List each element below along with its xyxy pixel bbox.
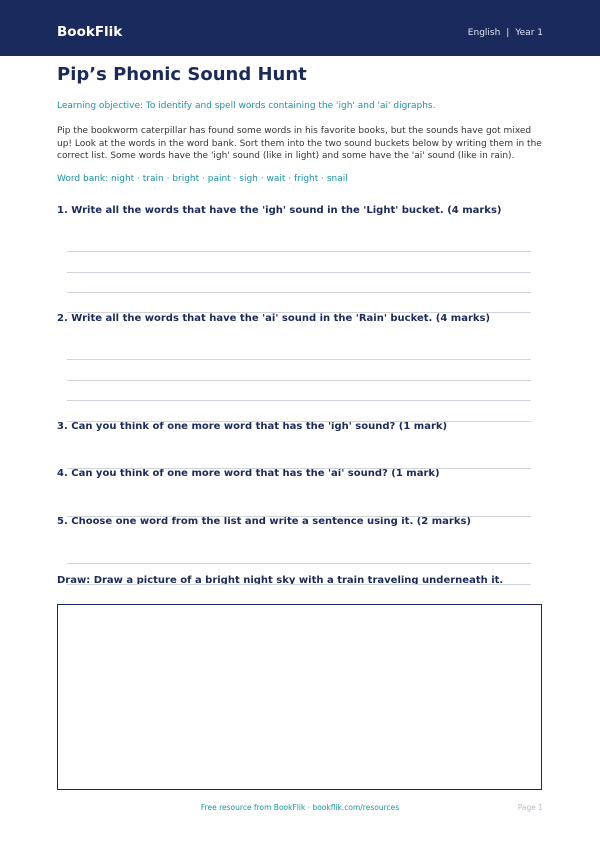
meta-separator: | [506,28,510,38]
page-number: Page 1 [517,803,543,812]
answer-line[interactable] [67,400,531,401]
drawing-box[interactable] [57,604,542,790]
answer-line[interactable] [67,251,531,252]
answer-line[interactable] [67,421,531,422]
answer-line[interactable] [67,516,531,517]
answer-line[interactable] [67,584,531,585]
worksheet-title: Pip’s Phonic Sound Hunt [57,64,307,85]
answer-line[interactable] [67,563,531,564]
learning-objective: Learning objective: To identify and spell words containing the 'igh' and 'ai' digraphs. [57,101,436,111]
question-4: 4. Can you think of one more word that has the 'ai' sound? (1 mark) [57,468,440,479]
answer-line[interactable] [67,380,531,381]
header-bar [0,0,600,56]
question-1: 1. Write all the words that have the 'igh' sound in the 'Light' bucket. (4 marks) [57,205,502,216]
question-2: 2. Write all the words that have the 'ai' sound in the 'Rain' bucket. (4 marks) [57,313,491,324]
answer-line[interactable] [67,292,531,293]
answer-line[interactable] [67,359,531,360]
answer-line[interactable] [67,468,531,469]
brand-logo[interactable]: BookFlik [57,24,123,40]
question-3: 3. Can you think of one more word that has the 'igh' sound? (1 mark) [57,421,448,432]
word-bank: Word bank: night · train · bright · paint · sigh · wait · fright · snail [57,174,348,184]
question-5: 5. Choose one word from the list and write a sentence using it. (2 marks) [57,516,472,527]
intro-paragraph: Pip the bookworm caterpillar has found some words in his favorite books, but the sounds have got mixed up! Look at the words in the word bank. Sort them into the two sound buckets below by writing them in the correct list. Some words have the 'igh' sound (like in light) and some have the 'ai' sound (like in rain). [57,126,542,162]
year-label: Year 1 [515,28,543,38]
answer-line[interactable] [67,272,531,273]
footer-text[interactable]: Free resource from BookFlik · bookflik.com/resources [200,803,400,812]
answer-line[interactable] [67,312,531,313]
draw-prompt: Draw: Draw a picture of a bright night sky with a train traveling underneath it. [57,575,504,586]
subject-year [468,28,543,38]
subject-label: English [467,28,501,38]
